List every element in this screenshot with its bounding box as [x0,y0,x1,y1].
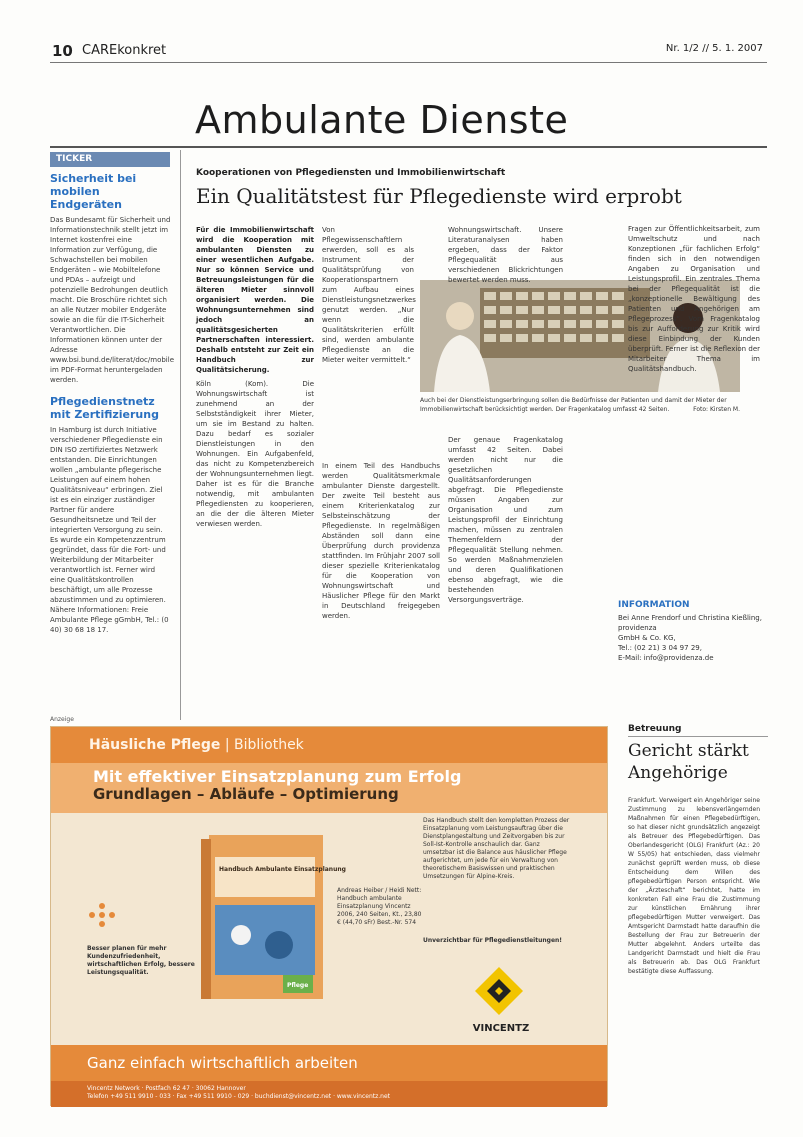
publication-name: CAREkonkret [82,43,167,58]
article-paragraph: Köln (Kom). Die Wohnungswirtschaft ist zunehmend an der Selbstständigkeit ihrer Mieter, um sie im Bestand zu halten. Dazu bedarf es sozialer Dienstleistungen in den Wohnungen. Ein Aufgabenfeld, das nicht zu Kompetenzbereich der Wohnungsunternehmen liegt. Daher ist es für die Branche notwendig, mit ambulanten Pflegediensten zu kooperieren, an die der die älteren Mieter verwiesen werden. [196,380,314,528]
header-rule [50,62,767,63]
article-column-3 [448,225,563,609]
advert-tagline: Besser planen für mehr Kundenzufriedenheit, wirtschaftlichen Erfolg, bessere Leistungsqualität. [87,945,195,976]
information-email: E-Mail: info@providenza.de [618,654,714,662]
vincentz-logo-text: VINCENTZ [472,1023,530,1034]
ticker-body: Das Bundesamt für Sicherheit und Informationstechnik stellt jetzt im Internet kostenfrei eine Information zur Verfügung, die Schwachstellen bei mobilen Endgeräten – wie Mobiltelefone und PDAs – aufzeigt und potenzielle Bedrohungen deutlich macht. Die Broschüre richtet sich an alle Nutzer mobiler Endgeräte sowie an die für die IT-Sicherheit Verantwortlichen. Die Informationen können unter der Adresse www.bsi.bund.de/literat/doc/mobile im PDF-Format heruntergeladen werden. [50,216,174,384]
article-headline: Ein Qualitätstest für Pflegedienste wird erprobt [196,184,682,208]
advert-slogan: Ganz einfach wirtschaftlich arbeiten [87,1054,358,1072]
dots-icon [87,902,117,932]
article-paragraph: Fragen zur Öffentlichkeitsarbeit, zum Umweltschutz und nach Konzeptionen „für fachlichen Erfolg“ finden sich in den notwendigen Angaben zu Organisation und Leistungsprofil. Ein zentrales Thema bei der Pflegequalität ist die „konzeptionelle Bewältigung des Patienten und Angehörigen am Pflegeprozess“. Vom Fragenkatalog bis zur Aufforderung zur Kritik wird diese Einbindung der Kunden überprüft. Ferner ist die Reflexion der Mitarbeiter Thema im Qualitätshandbuch. [628,225,760,373]
article-paragraph: Von Pflegewissenschaftlern erwerden, soll es als Instrument der Qualitätsprüfung von Kooperationspartnern zum Aufbau eines Dienstleistungsnetzwerkes genutzt werden. „Nur wenn die Qualitätskriterien erfüllt sind, werden ambulante Pflegedienste an die Mieter weiter vermittelt.“ [322,226,416,364]
sidebar-headline: Gericht stärkt Angehörige [628,741,749,783]
information-line: GmbH & Co. KG, [618,634,676,642]
book-cover-image [201,835,346,999]
advert-label: Anzeige [50,716,74,723]
ticker-tab: TICKER [50,152,170,167]
advert-contact-line: Telefon +49 511 9910 - 033 · Fax +49 511 9910 - 029 · buchdienst@vincentz.net · www.vincentz.net [87,1093,391,1100]
advert-brand-main: Häusliche Pflege [89,737,221,753]
information-title: INFORMATION [618,600,690,610]
advert-brand-sub: | Bibliothek [224,737,304,753]
article-paragraph: Wohnungswirtschaft. Unsere Literaturanalysen haben ergeben, dass der Faktor Pflegequalität aus verschiedenen Blickrichtungen bewertet werden muss. [448,226,563,284]
advert-book-info: Andreas Heiber / Heidi Nett: Handbuch ambulante Einsatzplanung Vincentz 2006, 240 Seiten, Kt., 23,80 € (44,70 sFr) Best.-Nr. 574 [337,887,422,926]
article-paragraph: In einem Teil des Handbuchs werden Qualitätsmerkmale ambulanter Dienste dargestellt. Der zweite Teil besteht aus einem Kriterienkatalog zur Selbsteinschätzung der Pflegedienste. In regelmäßigen Abständen soll dann eine Überprüfung durch providenza stattfinden. Im Frühjahr 2007 soll dieser spezielle Kriterienkatalog für die Kooperation von Wohnungswirtschaft und Häuslicher Pflege für den Markt in Deutschland freigegeben werden. [322,462,440,620]
advert-brand [89,737,304,753]
advert-callout: Unverzichtbar für Pflegedienstleitungen! [423,937,563,944]
advert-address [87,1085,390,1101]
column-divider [180,150,181,720]
issue-date: Nr. 1/2 // 5. 1. 2007 [665,43,763,54]
section-rule [50,146,767,148]
advert-description: Das Handbuch stellt den kompletten Prozess der Einsatzplanung vom Leistungsauftrag über die Dienstplangestaltung und Zeitvorgaben bis zur Soll-Ist-Kontrolle anschaulich dar. Ganz umsetzbar ist die Balance aus häuslicher Pflege aufgerichtet, um jede für ein Verwaltung von theoretischem Basiswissen und praktischen Umsetzungen für Alpine-Kreis. [423,817,570,880]
sidebar-category: Betreuung [628,724,682,734]
section-title: Ambulante Dienste [195,98,569,142]
ticker-headline: Pflegedienstnetz mit Zertifizierung [50,395,159,421]
sidebar-body: Frankfurt. Verweigert ein Angehöriger seine Zustimmung zu lebensverlängernden Maßnahmen für einen Pflegebedürftigen, so hat dieser nicht grundsätzlich angezeigt als Betreuer des Pflegebedürftigen. Das Oberlandesgericht (OLG) Frankfurt (Az.: 20 W 55/05) hat entschieden, dass vielmehr zunächst geprüft werden muss, ob diese Entscheidung dem Willen des pflegebedürftigen Person entspricht. Wie der „Ärzteschaft“ berichtet, hatte im konkreten Fall eine Frau die Zustimmung zur künstlichen Ernährung ihrer pflegebedürftigen Mutter verweigert. Das Amtsgericht Darmstadt hatte daraufhin die Bestellung der Frau zur Betreuerin der Mutter abgelehnt. Anders urteilte das Landgericht Darmstadt und hielt die Frau als Betreuerin ab. Das OLG Frankfurt bestätigte diese Auffassung. [628,797,760,975]
book-cover-series: Pflege [287,982,309,989]
caption-credit: Foto: Kirsten M. [693,406,740,413]
article-column-4 [628,224,760,378]
article-column-1 [196,225,314,533]
caption-text: Auch bei der Dienstleistungserbringung sollen die Bedürfnisse der Patienten und damit der Mieter der Immobilienwirtschaft berücksichtigt werden. Der Fragenkatalog umfasst 42 Seiten. [420,397,727,413]
ticker-column [50,172,172,645]
advert-address-line: Vincentz Network · Postfach 62 47 · 30062 Hannover [87,1085,246,1092]
article-lead: Für die Immobilienwirtschaft wird die Kooperation mit ambulanten Diensten zu einer wesentlichen Aufgabe. Nur so können Service und Betreuungsleistungen für die älteren Mieter sinnvoll organisiert werden. Die Wohnungsunternehmen sind jedoch an qualitätsgesicherten Partnerschaften interessiert. Deshalb entsteht zur Zeit ein Handbuch zur Qualitätsicherung. [196,226,314,374]
advertisement [50,726,608,1106]
sidebar-rule [628,736,768,737]
information-line: Tel.: (02 21) 3 04 97 29, [618,644,702,652]
article-paragraph: Der genaue Fragenkatalog umfasst 42 Seiten. Dabei werden nicht nur die gesetzlichen Qualitätsanforderungen abgefragt. Die Pflegedienste müssen Angaben zur Organisation und zum Leistungsprofil der Einrichtung machen, müssen zu zentralen Themenfeldern der Pflegequalität Stellung nehmen. So werden Maßnahmenzielen und deren Qualifikationen ebenso abgefragt, wie die bestehenden Versorgungsverträge. [448,436,563,604]
ticker-body: In Hamburg ist durch Initiative verschiedener Pflegedienste ein DIN ISO zertifiziertes Netzwerk entstanden. Die Einrichtungen wollen „ambulante pflegerische Leistungen auf einem hohen Qualitätsniveau“ erbringen. Ziel ist es ein einziger zuständiger Partner für andere Gesundheitsnetze und Teil der integrierten Versorgung zu sein. Es wurde ein Kompetenzzentrum gegründet, dass für die Fort- und Weiterbildung der Mitarbeiter verantwortlich ist. Ferner wird eine Qualitätskontrollen beschäftigt, um alle Prozesse abzustimmen und zu optimieren. Nähere Informationen: Freie Ambulante Pflege gGmbH, Tel.: (0 40) 30 68 18 17. [50,426,169,634]
ticker-headline: Sicherheit bei mobilen Endgeräten [50,172,137,211]
advert-subheadline: Grundlagen – Abläufe – Optimierung [93,785,399,803]
vincentz-logo-icon [471,963,527,1019]
advert-headline: Mit effektiver Einsatzplanung zum Erfolg [93,767,462,786]
information-box [618,600,768,663]
article-kicker: Kooperationen von Pflegediensten und Immobilienwirtschaft [196,168,506,178]
page-number: 10 [52,42,73,60]
information-line: Bei Anne Frendorf und Christina Kießling, providenza [618,614,762,632]
book-cover-title: Handbuch Ambulante Einsatzplanung [219,866,346,873]
